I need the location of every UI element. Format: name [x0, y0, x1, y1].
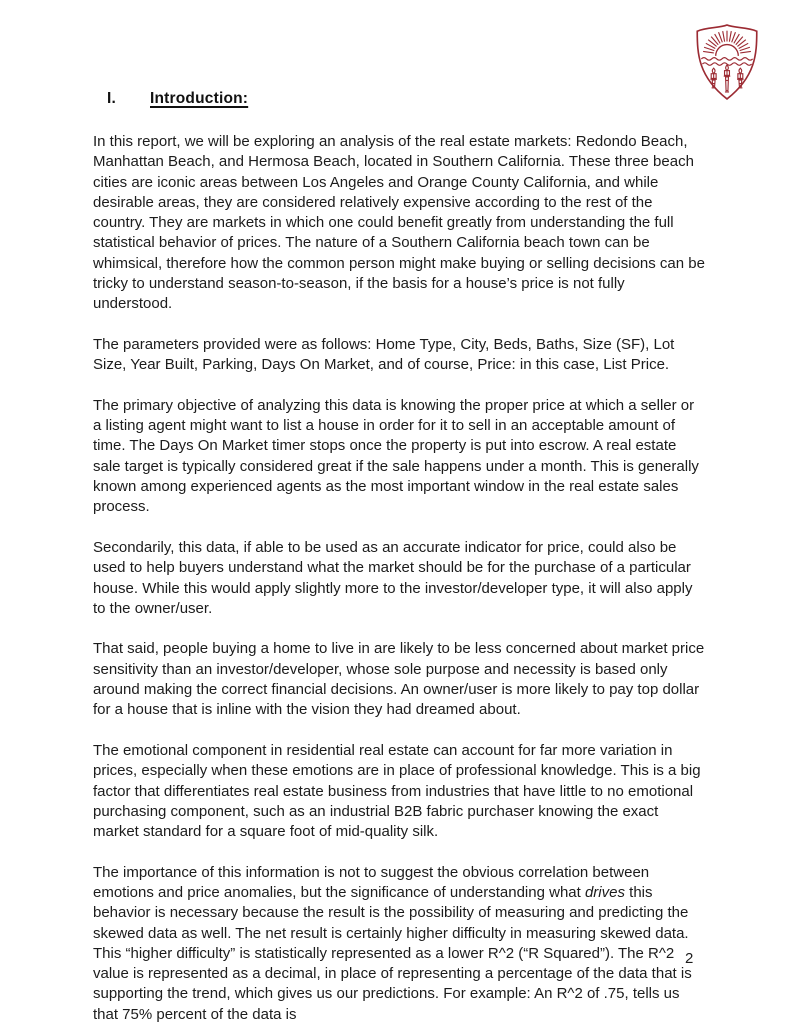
paragraph: The parameters provided were as follows: Home Type, City, Beds, Baths, Size (SF), Lot Size, Year Built, Parking, Days On Market, and of course, Price: in this case, List Price.	[93, 335, 675, 374]
heading-numeral: I.	[107, 90, 117, 107]
page-number: 2	[685, 950, 694, 967]
paragraph: The importance of this information is not to suggest the obvious correlation between emotions and price anomalies, but the significance of understanding what drives this behavior is necessary because the result is the possibility of measuring and predicting the skewed data as well. The net result is certainly higher difficulty in measuring skewed data. This “higher difficulty” is statistically represented as a lower R^2 (“R Squared”). The R^2 value is represented as a decimal, in place of representing a percentage of the data that is supporting the trend, which gives us our predictions. For example: An R^2 of .75, tells us that 75% percent of the data is	[93, 863, 692, 1023]
usc-shield-icon	[693, 23, 761, 101]
paragraph: The primary objective of analyzing this data is knowing the proper price at which a seller or a listing agent might want to list a house in order for it to sell in an acceptable amount of time. The Days On Market timer stops once the property is put into escrow. A real estate sale target is typically considered great if the sale happens under a month. This is generally known among experienced agents as the most important window in the real estate sales process.	[93, 396, 699, 516]
paragraph: The emotional component in residential real estate can account for far more variation in prices, especially when these emotions are in place of professional knowledge. This is a big factor that differentiates real estate business from industries that have little to no emotional purchasing component, such as an industrial B2B fabric purchaser knowing the exact market standard for a square foot of mid-quality silk.	[93, 741, 701, 841]
section-heading	[107, 90, 248, 108]
paragraph: Secondarily, this data, if able to be used as an accurate indicator for price, could also be used to help buyers understand what the market should be for the purchase of a particular house. While this would apply slightly more to the investor/developer type, it will also apply to the owner/user.	[93, 538, 693, 617]
paragraph: In this report, we will be exploring an analysis of the real estate markets: Redondo Beach, Manhattan Beach, and Hermosa Beach, located in Southern California. These three beach cities are iconic areas between Los Angeles and Orange County California, and while desirable areas, they are considered relatively expensive according to the rest of the country. They are markets in which one could benefit greatly from understanding the full statistical behavior of prices. The nature of a Southern California beach town can be whimsical, therefore how the common person might make buying or selling decisions can be tricky to understand season-to-season, if the basis for a house’s price is not fully understood.	[93, 133, 705, 313]
document-body	[93, 132, 706, 1024]
paragraph: That said, people buying a home to live in are likely to be less concerned about market price sensitivity than an investor/developer, whose sole purpose and necessity is based only around making the correct financial decisions. An owner/user is more likely to pay top dollar for a house that is inline with the vision they had dreamed about.	[93, 640, 705, 719]
page-title: Introduction:	[150, 90, 249, 107]
usc-shield-logo	[693, 23, 761, 101]
